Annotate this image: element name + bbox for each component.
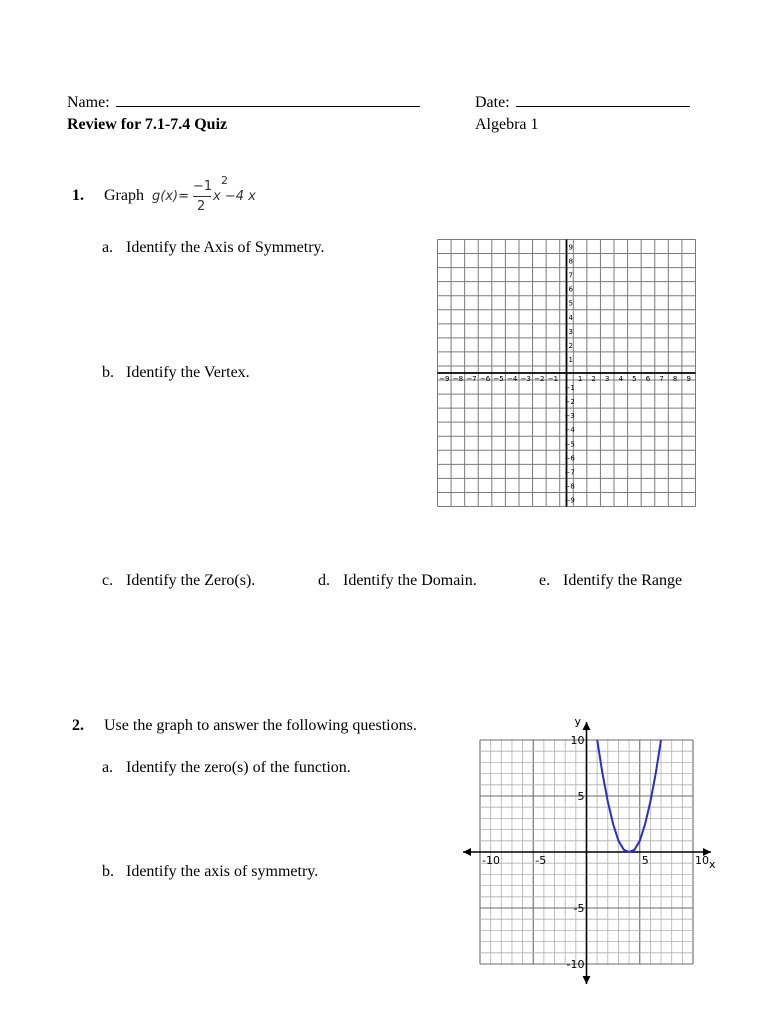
q2a-text: Identify the zero(s) of the function. — [126, 759, 351, 776]
q1-y-tick-label: −2 — [564, 398, 575, 407]
q2-parabola-graph — [455, 712, 725, 1012]
q1-x-tick-label: 6 — [645, 375, 651, 383]
q2-x-tick-label: 5 — [641, 854, 649, 867]
q1-x-tick-label: 9 — [686, 375, 691, 383]
q1-x-tick-label: −9 — [439, 375, 450, 383]
q1-y-tick-label: 2 — [568, 341, 573, 350]
q1-y-tick-label: 7 — [568, 271, 573, 280]
q1-x-tick-label: 2 — [591, 375, 596, 383]
q1c-text: Identify the Zero(s). — [126, 572, 256, 589]
q1-x-tick-label: 1 — [577, 375, 583, 383]
q2b-letter: b. — [102, 863, 114, 880]
q1-y-tick-label: −4 — [564, 426, 575, 435]
q2-y-axis-label: y — [574, 715, 582, 728]
q1e-letter: e. — [539, 572, 551, 589]
q1-x-tick-label: 8 — [672, 375, 678, 383]
quiz-title: Review for 7.1-7.4 Quiz — [67, 116, 228, 133]
q2-number: 2. — [72, 717, 84, 734]
date-label: Date: — [475, 94, 510, 111]
q1-x-tick-label: −5 — [493, 375, 504, 383]
q2-y-tick-label: -5 — [573, 902, 585, 915]
q1-y-tick-label: 9 — [568, 243, 573, 252]
q1-x-tick-label: −4 — [507, 375, 518, 383]
q1a-letter: a. — [102, 239, 114, 256]
name-blank-line[interactable] — [116, 105, 420, 107]
q2-y-tick-label: -10 — [566, 958, 585, 971]
q1-x-tick-label: −8 — [452, 375, 464, 383]
q1-x-tick-label: 3 — [605, 375, 610, 383]
q1-y-tick-label: −1 — [564, 384, 575, 393]
q1-y-tick-label: −7 — [564, 468, 575, 477]
q1-fraction-denominator: 2 — [197, 199, 206, 214]
q1c-letter: c. — [102, 572, 114, 589]
name-label: Name: — [67, 94, 110, 111]
q1-x-tick-label: 7 — [659, 375, 664, 383]
q1-prompt: Graph — [104, 187, 144, 204]
q1-y-tick-label: −3 — [564, 412, 575, 421]
q1-y-tick-label: 5 — [568, 299, 573, 308]
q1-x-tick-label: 4 — [618, 375, 624, 383]
date-field — [475, 94, 690, 112]
q1a-text: Identify the Axis of Symmetry. — [126, 239, 325, 256]
q1-y-tick-label: 4 — [568, 313, 573, 322]
q1-function-rest: x −4 x — [213, 189, 256, 204]
q2-x-axis-label: x — [709, 858, 716, 871]
q1-fraction-numerator: −1 — [193, 179, 213, 194]
course-name: Algebra 1 — [475, 116, 539, 133]
q1-x-tick-label: −2 — [534, 375, 545, 383]
q2-y-tick-label: 5 — [577, 790, 585, 803]
q1e-text: Identify the Range — [563, 572, 683, 589]
q1-grid-lines — [438, 240, 696, 507]
q1b-letter: b. — [102, 364, 114, 381]
q2-x-tick-label: 10 — [695, 854, 709, 867]
q1-x-tick-label: −7 — [466, 375, 477, 383]
q2-x-tick-label: -10 — [482, 854, 500, 867]
q1-x-tick-label: −3 — [520, 375, 531, 383]
q1-x-tick-label: −1 — [547, 375, 559, 383]
name-field — [67, 94, 420, 112]
q1-y-tick-label: 1 — [568, 355, 573, 364]
q1-x-tick-label: −6 — [479, 375, 491, 383]
q2-y-axis-top-arrow — [583, 722, 591, 730]
q1-function-lhs: g(x)= — [152, 189, 189, 204]
q2-x-tick-label: -5 — [535, 854, 547, 867]
q2-y-axis-bottom-arrow — [583, 976, 591, 984]
q1d-text: Identify the Domain. — [343, 572, 477, 589]
q1-y-tick-label: −5 — [564, 440, 575, 449]
date-blank-line[interactable] — [516, 105, 690, 107]
q2a-letter: a. — [102, 759, 114, 776]
q1-y-tick-label: 8 — [568, 257, 573, 266]
q1-x-tick-label: 5 — [632, 375, 637, 383]
q1d-letter: d. — [318, 572, 330, 589]
q1-grid-labels — [439, 244, 691, 505]
q2-x-axis-left-arrow — [463, 848, 471, 856]
q2b-text: Identify the axis of symmetry. — [126, 863, 319, 880]
q1-y-tick-label: −9 — [564, 496, 575, 505]
q1-y-tick-label: −8 — [564, 482, 575, 491]
q1-y-tick-label: −6 — [564, 454, 575, 463]
q1-y-tick-label: 6 — [568, 285, 573, 294]
q2-axes — [463, 722, 711, 984]
q1-coordinate-grid[interactable] — [437, 239, 696, 507]
q1-y-tick-label: 3 — [568, 327, 573, 336]
q1-fraction-bar — [193, 196, 211, 197]
q1-exponent: 2 — [221, 174, 228, 187]
q2-y-tick-label: 10 — [570, 734, 585, 747]
q1b-text: Identify the Vertex. — [126, 364, 250, 381]
q2-prompt: Use the graph to answer the following questions. — [104, 717, 417, 734]
q1-number: 1. — [72, 187, 84, 204]
